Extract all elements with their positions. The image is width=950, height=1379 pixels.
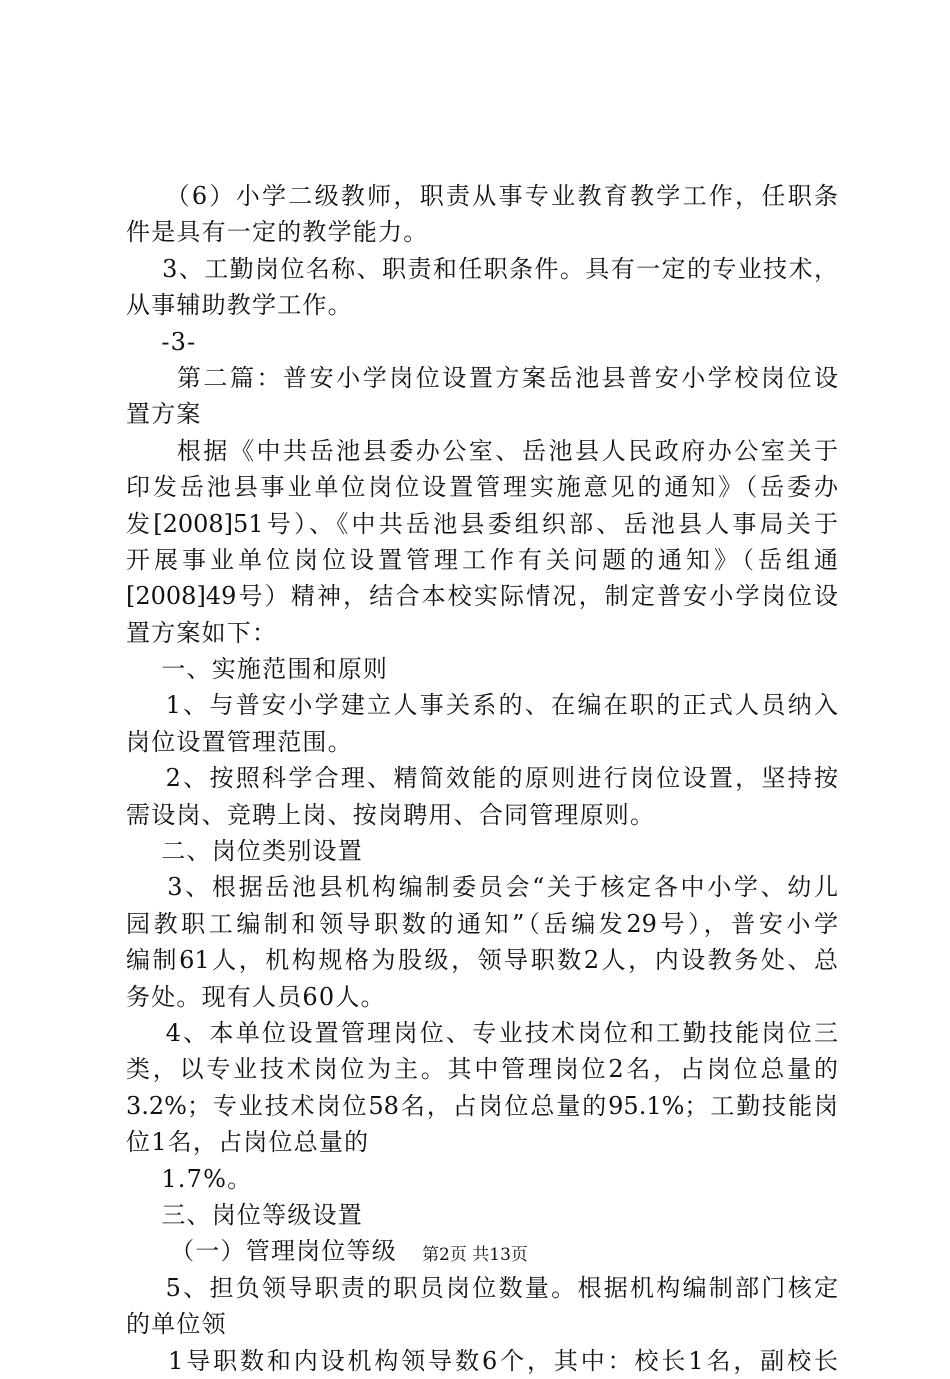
document-line: 二、岗位类别设置: [126, 837, 363, 866]
document-line: 3、工勤岗位名称、职责和任职条件。具有一定的专业技术，: [126, 254, 838, 283]
page-footer: 第2页 共13页: [422, 1245, 528, 1265]
document-line: 印发岳池县事业单位岗位设置管理实施意见的通知》（岳委办: [126, 473, 838, 502]
document-line: 类，以专业技术岗位为主。其中管理岗位2名，占岗位总量的: [126, 1055, 838, 1084]
document-line: 置方案如下：: [126, 618, 278, 647]
document-line: 3.2%；专业技术岗位58名，占岗位总量的95.1%；工勤技能岗: [126, 1091, 838, 1120]
document-line: 1.7%。: [126, 1164, 253, 1193]
document-line: 一、实施范围和原则: [126, 655, 389, 684]
document-line: -3-: [126, 327, 197, 356]
document-line: 3、根据岳池县机构编制委员会“关于核定各中小学、幼儿: [126, 873, 838, 902]
document-line: 件是具有一定的教学能力。: [126, 218, 429, 247]
document-line: 置方案: [126, 400, 202, 429]
document-line: [2008]49号）精神，结合本校实际情况，制定普安小学岗位设: [126, 582, 838, 611]
document-line: 从事辅助教学工作。: [126, 291, 353, 320]
document-line: 园教职工编制和领导职数的通知”（岳编发29号），普安小学: [126, 909, 838, 938]
document-line: 发[2008]51号）、《中共岳池县委组织部、岳池县人事局关于: [126, 509, 838, 538]
document-line: 4、本单位设置管理岗位、专业技术岗位和工勤技能岗位三: [126, 1018, 838, 1047]
document-line: 2、按照科学合理、精简效能的原则进行岗位设置，坚持按: [126, 764, 838, 793]
document-line: 三、岗位等级设置: [126, 1200, 363, 1229]
document-line: 的单位领: [126, 1310, 227, 1339]
document-line: 岗位设置管理范围。: [126, 727, 353, 756]
document-line: 1导职数和内设机构领导数6个，其中：校长1名，副校长: [126, 1346, 838, 1375]
document-line: 位1名，占岗位总量的: [126, 1128, 370, 1157]
document-line: （一）管理岗位等级: [126, 1237, 397, 1266]
document-line: 需设岗、竞聘上岗、按岗聘用、合同管理原则。: [126, 800, 656, 829]
document-line: 根据《中共岳池县委办公室、岳池县人民政府办公室关于: [126, 436, 838, 465]
document-line: 开展事业单位岗位设置管理工作有关问题的通知》（岳组通: [126, 545, 838, 574]
document-line: 5、担负领导职责的职员岗位数量。根据机构编制部门核定: [126, 1273, 838, 1302]
document-line: （6）小学二级教师，职责从事专业教育教学工作，任职条: [126, 182, 838, 210]
document-line: 务处。现有人员60人。: [126, 982, 386, 1011]
document-line: 编制61人，机构规格为股级，领导职数2人，内设教务处、总: [126, 946, 838, 975]
document-line: 第二篇：普安小学岗位设置方案岳池县普安小学校岗位设: [126, 363, 838, 392]
document-body: [126, 178, 838, 1379]
document-line: 1、与普安小学建立人事关系的、在编在职的正式人员纳入: [126, 691, 838, 720]
